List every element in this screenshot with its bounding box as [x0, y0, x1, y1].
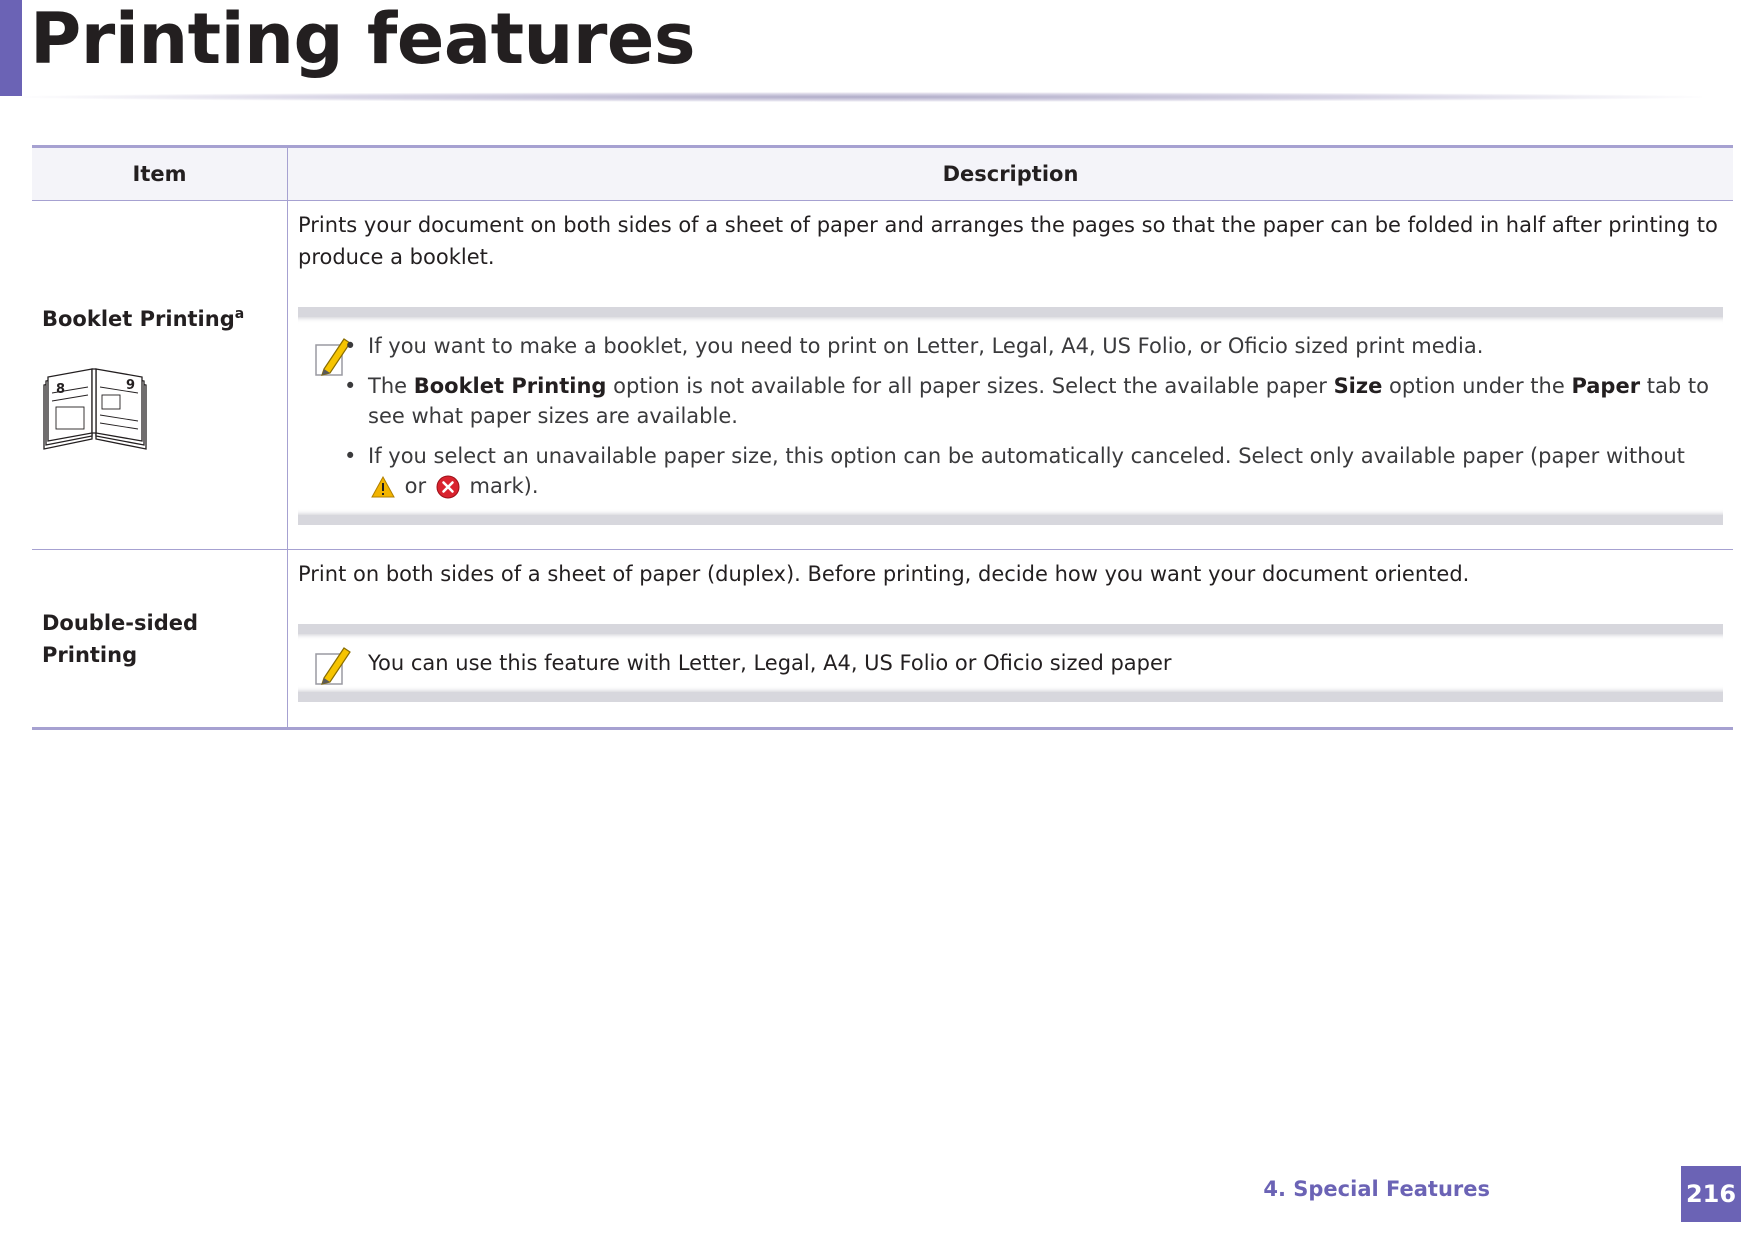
bullet-text: or — [398, 474, 433, 498]
table-row-double-sided-printing — [32, 549, 1733, 727]
note-text: You can use this feature with Letter, Legal, A4, US Folio or Oficio sized paper — [368, 651, 1172, 675]
list-item: • If you want to make a booklet, you need to print on Letter, Legal, A4, US Folio, or Oficio sized print media. — [368, 331, 1717, 361]
booklet-icon — [42, 349, 150, 453]
footnote-marker: a — [234, 305, 245, 322]
list-item — [368, 441, 1717, 501]
table-header-row — [32, 148, 1733, 200]
warning-icon — [371, 476, 395, 498]
description-cell — [288, 550, 1733, 727]
item-name: Double-sided Printing — [42, 610, 199, 667]
footer-chapter-label: 4. Special Features — [1263, 1177, 1490, 1201]
header-item: Item — [32, 148, 288, 200]
table-row-booklet-printing — [32, 200, 1733, 549]
bullet-text: The — [368, 374, 414, 398]
note-bullet-list — [298, 317, 1723, 515]
bullet-emphasis: Booklet Printing — [413, 374, 607, 398]
item-cell — [32, 201, 288, 549]
page-title: Printing features — [30, 0, 696, 80]
list-item — [368, 371, 1717, 431]
item-cell — [32, 550, 288, 727]
title-accent-bar — [0, 0, 22, 96]
page-number-badge: 216 — [1681, 1166, 1741, 1222]
note-pencil-icon — [312, 644, 352, 690]
note-box — [298, 624, 1723, 702]
bullet-text: mark). — [462, 474, 539, 498]
title-divider — [22, 92, 1702, 102]
note-box — [298, 307, 1723, 525]
bullet-text: option under the — [1382, 374, 1572, 398]
item-name: Booklet Printing — [42, 306, 235, 331]
error-icon — [436, 475, 460, 499]
booklet-page-left: 8 — [56, 381, 66, 397]
bullet-text: tab to see what paper sizes are available. — [368, 374, 1709, 428]
duplex-description: Print on both sides of a sheet of paper (duplex). Before printing, decide how you want your document oriented. — [298, 562, 1470, 586]
bullet-emphasis: Size — [1333, 374, 1383, 398]
description-cell — [288, 201, 1733, 549]
bullet-text: If you select an unavailable paper size, this option can be automatically canceled. Select only available paper (paper without — [368, 444, 1685, 468]
bullet-emphasis: Paper — [1571, 374, 1641, 398]
bullet-text: option is not available for all paper sizes. Select the available paper — [606, 374, 1334, 398]
item-label — [42, 298, 277, 335]
header-description: Description — [942, 162, 1079, 186]
booklet-page-right: 9 — [126, 377, 136, 393]
booklet-description: Prints your document on both sides of a sheet of paper and arranges the pages so that the paper can be folded in half after printing to produce a booklet. — [298, 213, 1718, 269]
features-table — [32, 145, 1733, 730]
